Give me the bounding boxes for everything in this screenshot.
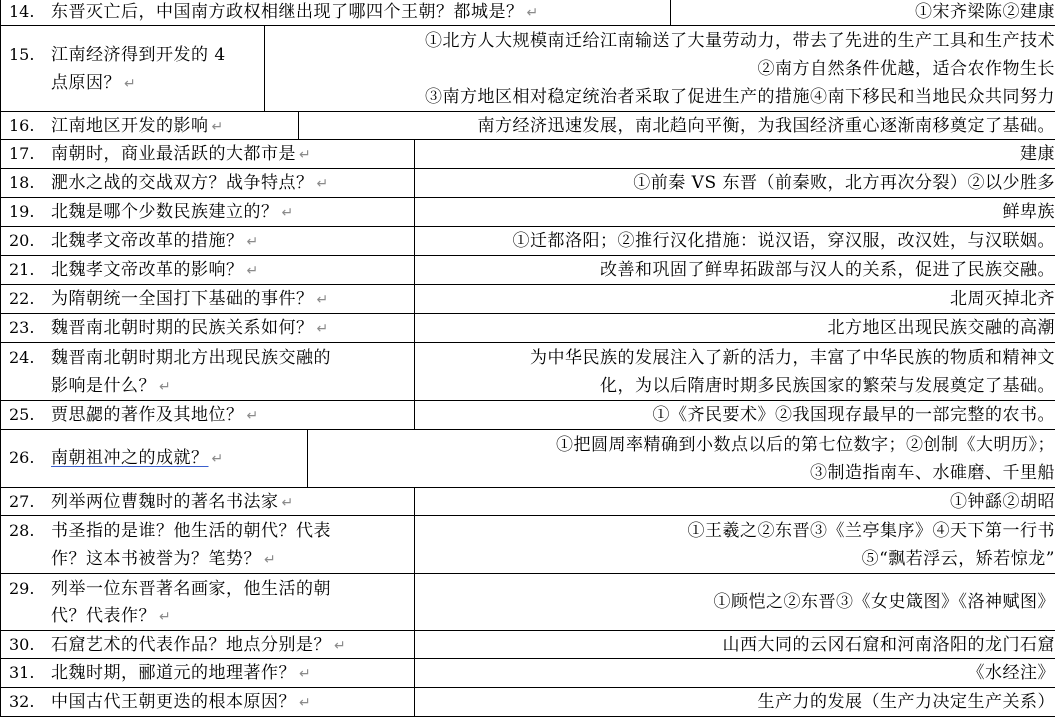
- row-number: 24.: [9, 348, 35, 367]
- table-row: [0, 168, 1055, 198]
- return-mark-icon: ↵: [316, 176, 329, 192]
- table-row: [0, 630, 1055, 659]
- answer-text: ①顾恺之②东晋③《女史箴图》《洛神赋图》: [713, 592, 1055, 612]
- question-text: 为隋朝统一全国打下基础的事件？ ↵: [51, 289, 329, 309]
- row-number: 30.: [9, 635, 35, 654]
- answer-text: 化，为以后隋唐时期多民族国家的繁荣与发展奠定了基础。: [600, 376, 1055, 396]
- row-number: 15.: [9, 45, 35, 64]
- question-text: 淝水之战的交战双方？战争特点？ ↵: [51, 173, 329, 193]
- answer-text: ①宋齐梁陈②建康: [915, 2, 1055, 22]
- answer-text: 改善和巩固了鲜卑拓跋部与汉人的关系，促进了民族交融。: [600, 260, 1055, 280]
- question-text: 代？代表作？ ↵: [51, 606, 172, 626]
- table-row: [0, 400, 1055, 430]
- answer-text: 南方经济迅速发展，南北趋向平衡，为我国经济重心逐渐南移奠定了基础。: [477, 116, 1055, 136]
- row-number: 27.: [9, 492, 35, 511]
- answer-text: ①把圆周率精确到小数点以后的第七位数字；②创制《大明历》；: [556, 435, 1055, 455]
- answer-text: 山西大同的云冈石窟和河南洛阳的龙门石窟: [722, 635, 1055, 655]
- question-text: 魏晋南北朝时期北方出现民族交融的: [51, 348, 331, 368]
- return-mark-icon: ↵: [159, 609, 172, 625]
- table-row: [0, 515, 1055, 574]
- question-text: 点原因？ ↵: [51, 73, 137, 93]
- question-text: 贾思勰的著作及其地位？ ↵: [51, 405, 259, 425]
- return-mark-icon: ↵: [159, 379, 172, 395]
- return-mark-icon: ↵: [526, 5, 539, 21]
- answer-text: ①《齐民要术》②我国现存最早的一部完整的农书。: [652, 405, 1055, 425]
- question-text: 南朝时，商业最活跃的大都市是 ↵: [51, 144, 312, 164]
- question-text: 江南经济得到开发的 4: [51, 45, 226, 65]
- question-text: 作？这本书被誉为？笔势？ ↵: [51, 549, 277, 569]
- question-text: 北魏孝文帝改革的影响？ ↵: [51, 260, 259, 280]
- question-text: 中国古代王朝更迭的根本原因？ ↵: [51, 692, 312, 712]
- row-number: 18.: [9, 173, 35, 192]
- question-text: 列举两位曹魏时的著名书法家 ↵: [51, 492, 294, 512]
- return-mark-icon: ↵: [334, 638, 347, 654]
- answer-text: ②南方自然条件优越，适合农作物生长: [757, 59, 1055, 79]
- answer-text: 建康: [1020, 144, 1055, 164]
- table-row: [0, 139, 1055, 169]
- return-mark-icon: ↵: [316, 292, 329, 308]
- table-row: [0, 111, 1055, 140]
- table-row: [0, 429, 1055, 488]
- return-mark-icon: ↵: [264, 552, 277, 568]
- table-row: [0, 487, 1055, 516]
- question-text: 江南地区开发的影响 ↵: [51, 116, 224, 136]
- answer-text: ①钟繇②胡昭: [950, 492, 1055, 512]
- question-text: 魏晋南北朝时期的民族关系如何？ ↵: [51, 318, 329, 338]
- row-number: 29.: [9, 579, 35, 598]
- table-row: [0, 687, 1055, 717]
- row-number: 22.: [9, 289, 35, 308]
- return-mark-icon: ↵: [211, 451, 224, 467]
- answer-text: 北周灭掉北齐: [950, 289, 1055, 309]
- table-row: [0, 342, 1055, 401]
- table-row: [0, 313, 1055, 343]
- table-row: [0, 658, 1055, 688]
- question-text: 影响是什么？ ↵: [51, 376, 172, 396]
- table-row: [0, 226, 1055, 256]
- return-mark-icon: ↵: [124, 76, 137, 92]
- question-text: 书圣指的是谁？他生活的朝代？代表: [51, 521, 331, 541]
- table-row: [0, 25, 1055, 112]
- answer-text: ①北方人大规模南迁给江南输送了大量劳动力，带去了先进的生产工具和生产技术: [425, 31, 1055, 51]
- answer-text: ①前秦 VS 东晋（前秦败，北方再次分裂）②以少胜多: [633, 173, 1055, 193]
- row-number: 23.: [9, 318, 35, 337]
- return-mark-icon: ↵: [316, 321, 329, 337]
- return-mark-icon: ↵: [246, 234, 259, 250]
- return-mark-icon: ↵: [281, 495, 294, 511]
- question-text: 石窟艺术的代表作品？地点分别是？ ↵: [51, 635, 347, 655]
- question-text: 东晋灭亡后，中国南方政权相继出现了哪四个王朝？都城是？ ↵: [51, 2, 539, 22]
- row-number: 17.: [9, 144, 35, 163]
- table-row: [0, 284, 1055, 314]
- answer-text: ①迁都洛阳；②推行汉化措施：说汉语，穿汉服，改汉姓，与汉联姻。: [512, 231, 1055, 251]
- return-mark-icon: ↵: [299, 695, 312, 711]
- answer-text: ①王羲之②东晋③《兰亭集序》④天下第一行书: [687, 521, 1055, 541]
- question-text: 列举一位东晋著名画家，他生活的朝: [51, 579, 331, 599]
- row-number: 16.: [9, 116, 35, 135]
- row-number: 21.: [9, 260, 35, 279]
- return-mark-icon: ↵: [299, 147, 312, 163]
- return-mark-icon: ↵: [246, 408, 259, 424]
- table-row: [0, 0, 1055, 26]
- return-mark-icon: ↵: [299, 666, 312, 682]
- table-row: [0, 573, 1055, 631]
- row-number: 32.: [9, 692, 35, 711]
- answer-text: 鲜卑族: [1002, 202, 1055, 222]
- answer-text: ③南方地区相对稳定统治者采取了促进生产的措施④南下移民和当地民众共同努力: [425, 87, 1055, 107]
- answer-text: ⑤“飘若浮云，矫若惊龙”: [861, 549, 1055, 569]
- return-mark-icon: ↵: [246, 263, 259, 279]
- table-row: [0, 255, 1055, 285]
- return-mark-icon: ↵: [281, 205, 294, 221]
- row-number: 28.: [9, 521, 35, 540]
- question-text: 北魏是哪个少数民族建立的？ ↵: [51, 202, 294, 222]
- answer-text: 北方地区出现民族交融的高潮: [827, 318, 1055, 338]
- table-row: [0, 197, 1055, 227]
- return-mark-icon: ↵: [211, 119, 224, 135]
- row-number: 14.: [9, 2, 35, 21]
- row-number: 19.: [9, 202, 35, 221]
- row-number: 26.: [9, 448, 35, 467]
- row-number: 25.: [9, 405, 35, 424]
- answer-text: ③制造指南车、水碓磨、千里船: [810, 463, 1055, 483]
- question-text: 北魏时期，郦道元的地理著作？ ↵: [51, 663, 312, 683]
- answer-text: 为中华民族的发展注入了新的活力，丰富了中华民族的物质和精神文: [530, 348, 1055, 368]
- question-text: 南朝祖冲之的成就？ ↵: [51, 448, 224, 468]
- row-number: 20.: [9, 231, 35, 250]
- answer-text: 《水经注》: [967, 663, 1055, 683]
- question-text: 北魏孝文帝改革的措施？ ↵: [51, 231, 259, 251]
- row-number: 31.: [9, 663, 35, 682]
- answer-text: 生产力的发展（生产力决定生产关系）: [757, 692, 1055, 712]
